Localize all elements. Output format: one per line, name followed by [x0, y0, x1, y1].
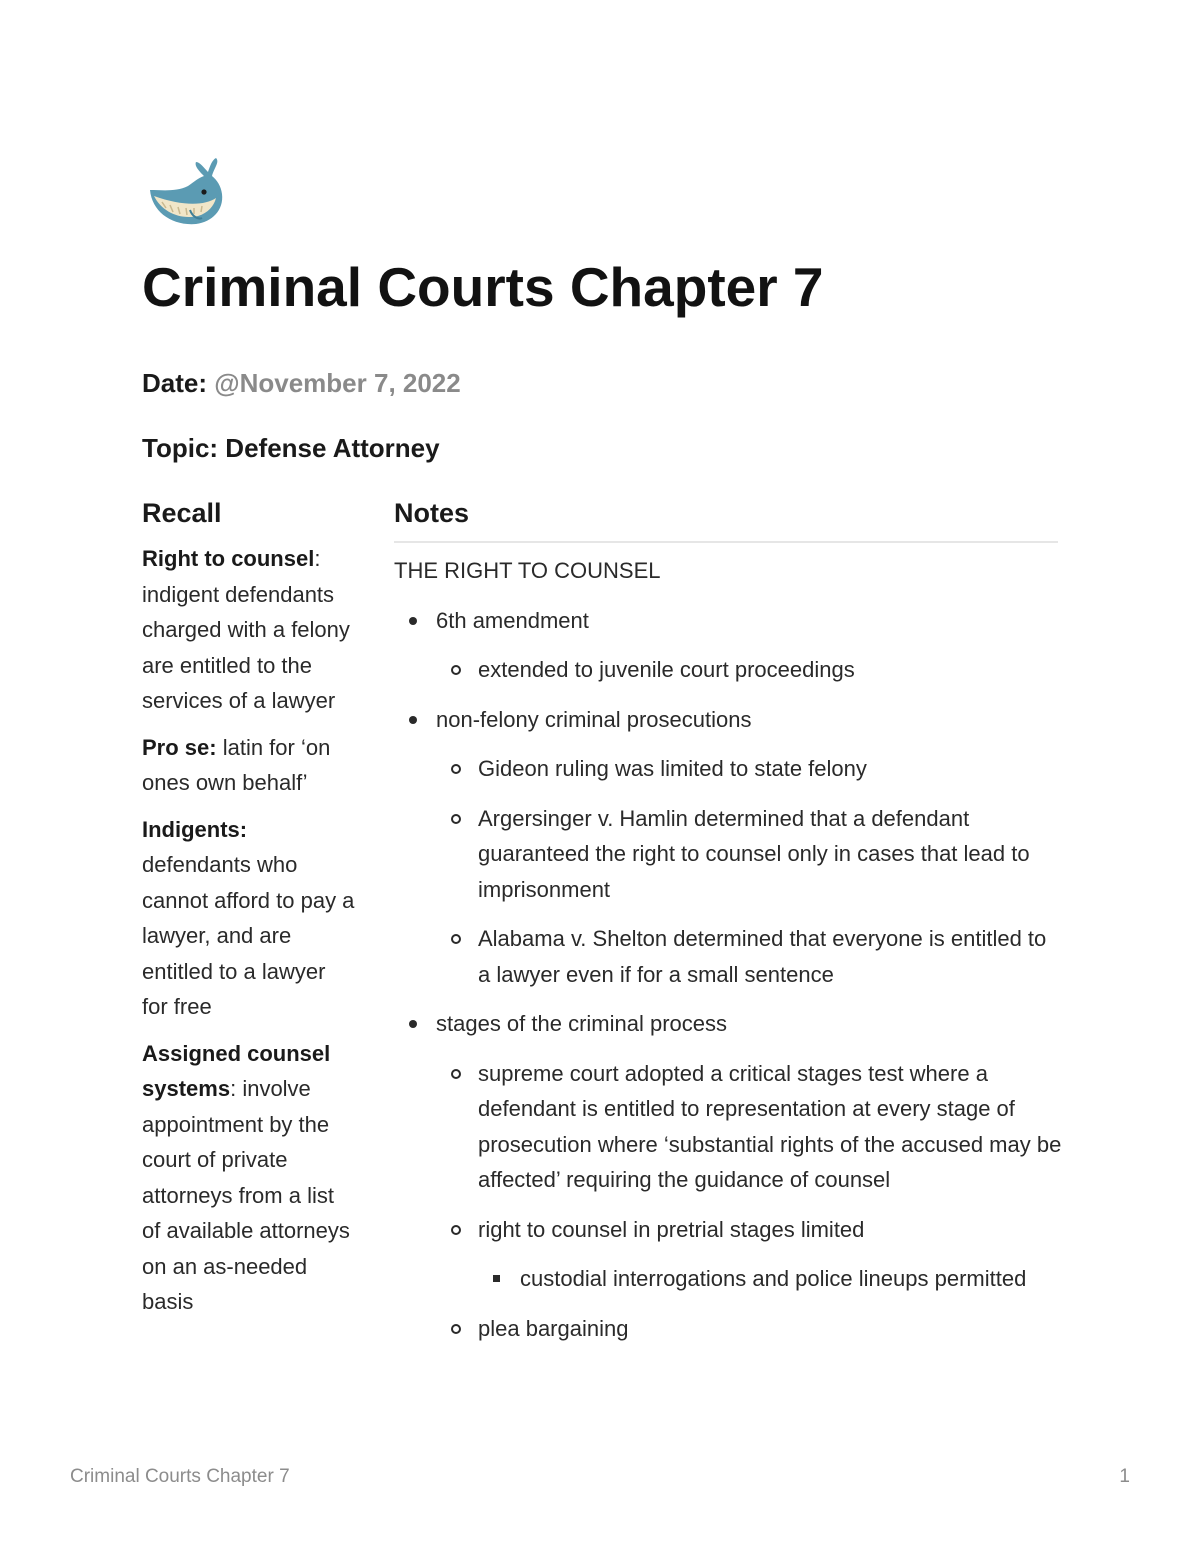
recall-definition: latin for ‘on ones own behalf’ [142, 734, 331, 795]
recall-term: Assigned counsel systems [142, 1040, 331, 1101]
recall-definition: indigent defendants charged with a felony are entitled to the services of a lawyer [142, 581, 350, 713]
notes-heading: Notes [394, 498, 470, 528]
sub-bullet-list [436, 652, 1064, 688]
recall-term: Pro se: [142, 734, 217, 760]
bullet-text: stages of the criminal process [436, 1011, 728, 1036]
bullet-circle-icon [451, 764, 461, 774]
topic-value: Defense Attorney [225, 433, 440, 463]
list-item [436, 751, 1064, 787]
whale-icon [142, 150, 232, 240]
list-item [394, 702, 1064, 993]
notes-lead: THE RIGHT TO COUNSEL [394, 558, 661, 583]
notes-divider [394, 541, 1058, 543]
list-item [436, 1056, 1064, 1198]
sub-bullet-list [436, 751, 1064, 992]
bullet-circle-icon [451, 1324, 461, 1334]
recall-definition: defendants who cannot afford to pay a lawyer, and are entitled to a lawyer for free [142, 852, 355, 1019]
bullet-disc-icon [409, 617, 417, 625]
date-label: Date: [142, 368, 208, 398]
recall-item-indigents [142, 812, 357, 1025]
topic-label: Topic: [142, 433, 219, 463]
bullet-circle-icon [451, 1069, 461, 1079]
date-property [142, 366, 461, 400]
bullet-square-icon [493, 1275, 500, 1282]
recall-term: Indigents: [142, 816, 248, 842]
list-item [394, 1006, 1064, 1346]
recall-item-assigned-counsel [142, 1036, 357, 1320]
bullet-text: extended to juvenile court proceedings [478, 657, 855, 682]
list-item [436, 1212, 1064, 1297]
list-item [394, 603, 1064, 688]
recall-column [142, 541, 357, 1331]
list-item [436, 652, 1064, 688]
sub-bullet-list [436, 1056, 1064, 1347]
recall-item-right-to-counsel [142, 541, 357, 719]
bullet-circle-icon [451, 934, 461, 944]
bullet-text: Alabama v. Shelton determined that everyone is entitled to a lawyer even if for a small sentence [478, 926, 1047, 987]
footer-title: Criminal Courts Chapter 7 [70, 1466, 290, 1487]
list-item [436, 1311, 1064, 1347]
recall-heading: Recall [142, 498, 222, 528]
bullet-text: plea bargaining [478, 1315, 629, 1341]
bullet-text: right to counsel in pretrial stages limited [478, 1216, 865, 1242]
footer-page-number: 1 [1119, 1466, 1130, 1487]
list-item [436, 801, 1064, 908]
bullet-text: Gideon ruling was limited to state felony [478, 756, 867, 781]
page-title: Criminal Courts Chapter 7 [142, 256, 824, 318]
bullet-circle-icon [451, 1225, 461, 1235]
topic-property [142, 431, 440, 465]
recall-term-sep: : [230, 1076, 237, 1101]
bullet-text: supreme court adopted a critical stages test where a defendant is entitled to representation at every stage of prosecution where ‘substantial rights of the accused may be affected’ requiring the guidance of counsel [478, 1060, 1062, 1192]
recall-definition: involve appointment by the court of private attorneys from a list of available attorneys on an as-needed basis [142, 1076, 350, 1314]
bullet-text: custodial interrogations and police lineups permitted [520, 1266, 1027, 1291]
bullet-disc-icon [409, 1020, 417, 1028]
recall-term-sep: : [314, 546, 321, 571]
bullet-circle-icon [451, 665, 461, 675]
bullet-circle-icon [451, 814, 461, 824]
bullet-text: Argersinger v. Hamlin determined that a defendant guaranteed the right to counsel only in cases that lead to imprisonment [478, 805, 1030, 902]
bullet-disc-icon [409, 716, 417, 724]
sub-sub-bullet-list [478, 1261, 1064, 1297]
list-item [436, 921, 1064, 992]
list-item [478, 1261, 1064, 1297]
bullet-text: non-felony criminal prosecutions [436, 706, 752, 732]
recall-item-pro-se [142, 730, 357, 801]
notes-column [394, 553, 1064, 1360]
date-value[interactable]: @November 7, 2022 [214, 368, 461, 398]
bullet-text: 6th amendment [436, 607, 589, 633]
recall-term: Right to counsel [142, 546, 315, 571]
notes-bullet-list [394, 603, 1064, 1347]
